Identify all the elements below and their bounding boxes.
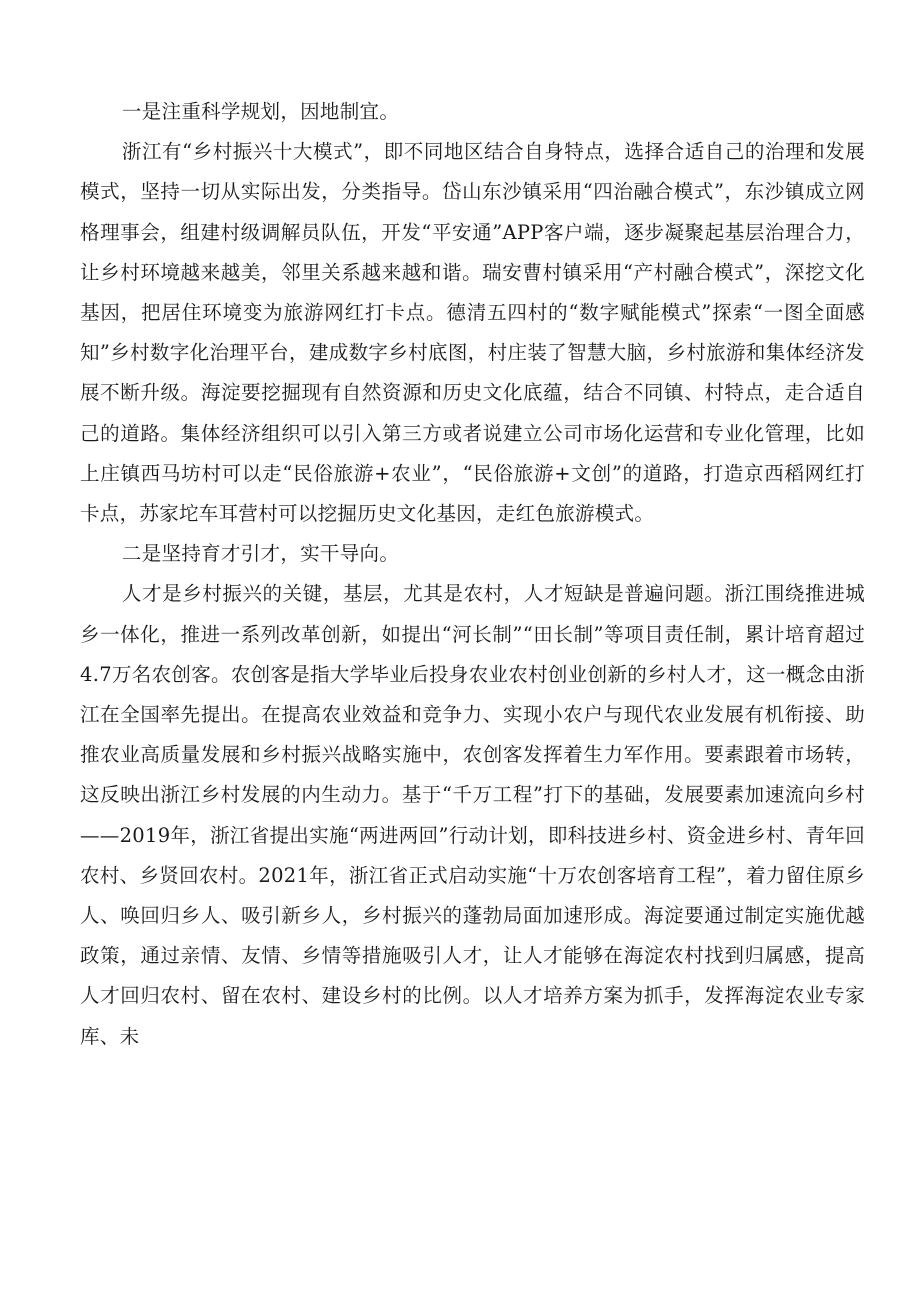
document-body — [80, 92, 865, 1057]
paragraph-heading-planning: 一是注重科学规划，因地制宜。 — [121, 100, 400, 123]
paragraph-talent: 人才是乡村振兴的关键，基层，尤其是农村，人才短缺是普遍问题。浙江围绕推进城乡一体化，推进一系列改革创新，如提出“河长制”“田长制”等项目责任制，累计培育超过4.7万名农创客。农创客是指大学毕业后投身农业农村创业创新的乡村人才，这一概念由浙江在全国率先提出。在提高农业效益和竞争力、实现小农户与现代农业发展有机衔接、助推农业高质量发展和乡村振兴战略实施中，农创客发挥着生力军作用。要素跟着市场转，这反映出浙江乡村发展的内生动力。基于“千万工程”打下的基础，发展要素加速流向乡村——2019年，浙江省提出实施“两进两回”行动计划，即科技进乡村、资金进乡村、青年回农村、乡贤回农村。2021年，浙江省正式启动实施“十万农创客培育工程”，着力留住原乡人、唤回归乡人、吸引新乡人，乡村振兴的蓬勃局面加速形成。海淀要通过制定实施优越政策，通过亲情、友情、乡情等措施吸引人才，让人才能够在海淀农村找到归属感，提高人才回归农村、留在农村、建设乡村的比例。以人才培养方案为抓手，发挥海淀农业专家库、未 — [80, 582, 865, 1048]
paragraph-heading-talent: 二是坚持育才引才，实干导向。 — [121, 542, 400, 566]
paragraph-zhejiang-models: 浙江有“乡村振兴十大模式”，即不同地区结合自身特点，选择合适自己的治理和发展模式，坚持一切从实际出发，分类指导。岱山东沙镇采用“四治融合模式”，东沙镇成立网格理事会，组建村级调解员队伍，开发“平安通”APP客户端，逐步凝聚起基层治理合力，让乡村环境越来越美，邻里关系越来越和谐。瑞安曹村镇采用“产村融合模式”，深挖文化基因，把居住环境变为旅游网红打卡点。德清五四村的“数字赋能模式”探索“一图全面感知”乡村数字化治理平台，建成数字乡村底图，村庄装了智慧大脑，乡村旅游和集体经济发展不断升级。海淀要挖掘现有自然资源和历史文化底蕴，结合不同镇、村特点，走合适自己的道路。集体经济组织可以引入第三方或者说建立公司市场化运营和专业化管理，比如上庄镇西马坊村可以走“民俗旅游+农业”，“民俗旅游+文创”的道路，打造京西稻网红打卡点，苏家坨车耳营村可以挖掘历史文化基因，走红色旅游模式。 — [80, 140, 865, 526]
